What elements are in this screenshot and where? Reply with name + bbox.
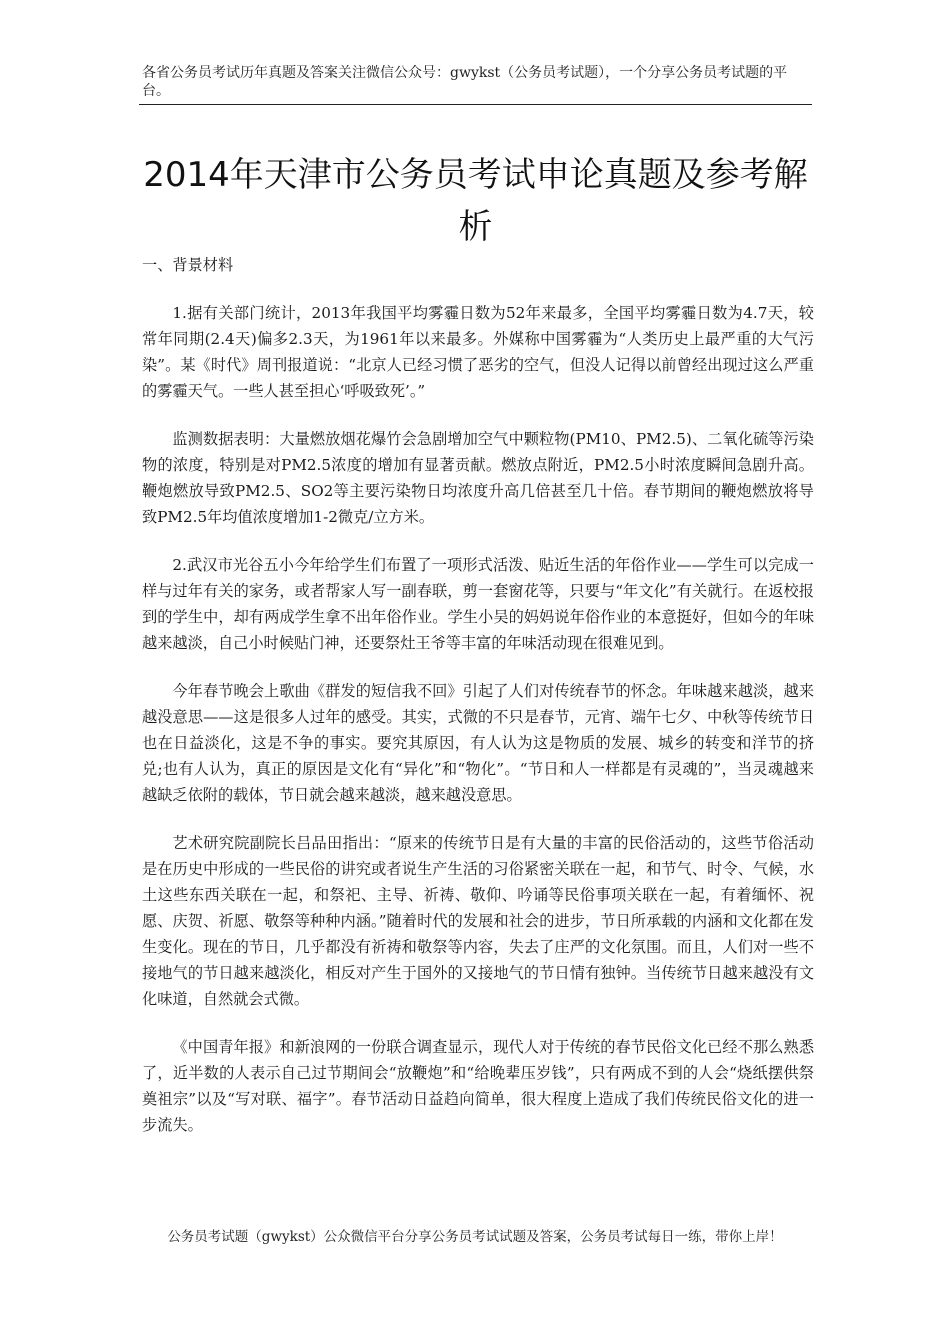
header-divider [139,104,812,105]
paragraph: 1.据有关部门统计，2013年我国平均雾霾日数为52年来最多，全国平均雾霾日数为4.7天，较常年同期(2.4天)偏多2.3天，为1961年以来最多。外媒称中国雾霾为“人类历史上最严重的大气污染”。某《时代》周刊报道说：“北京人已经习惯了恶劣的空气，但没人记得以前曾经出现过这么严重的雾霾天气。一些人甚至担心‘呼吸致死’。” [142,304,814,400]
paragraph: 今年春节晚会上歌曲《群发的短信我不回》引起了人们对传统春节的怀念。年味越来越淡，越来越没意思——这是很多人过年的感受。其实，式微的不只是春节，元宵、端午七夕、中秋等传统节日也在日益淡化，这是不争的事实。要究其原因，有人认为这是物质的发展、城乡的转变和洋节的挤兑;也有人认为，真正的原因是文化有“异化”和“物化”。“节日和人一样都是有灵魂的”，当灵魂越来越缺乏依附的载体，节日就会越来越淡，越来越没意思。 [142,682,814,804]
paragraph: 《中国青年报》和新浪网的一份联合调查显示，现代人对于传统的春节民俗文化已经不那么熟悉了，近半数的人表示自己过节期间会“放鞭炮”和“给晚辈压岁钱”，只有两成不到的人会“烧纸摆供祭奠祖宗”以及“写对联、福字”。春节活动日益趋向简单，很大程度上造成了我们传统民俗文化的进一步流失。 [142,1038,814,1134]
page-footer: 公务员考试题（gwykst）公众微信平台分享公务员考试试题及答案，公务员考试每日一练，带你上岸！ [167,1229,783,1245]
paragraph: 艺术研究院副院长吕品田指出：“原来的传统节日是有大量的丰富的民俗活动的，这些节俗活动是在历史中形成的一些民俗的讲究或者说生产生活的习俗紧密关联在一起，和节气、时令、气候，水土这些东西关联在一起，和祭祀、主导、祈祷、敬仰、吟诵等民俗事项关联在一起，有着缅怀、祝愿、庆贺、祈愿、敬祭等种种内涵。”随着时代的发展和社会的进步，节日所承载的内涵和文化都在发生变化。现在的节日，几乎都没有祈祷和敬祭等内容，失去了庄严的文化氛围。而且，人们对一些不接地气的节日越来越淡化，相反对产生于国外的又接地气的节日情有独钟。当传统节日越来越没有文化味道，自然就会式微。 [142,834,814,1008]
document-title: 2014年天津市公务员考试申论真题及参考解析 [143,154,808,247]
paragraph: 监测数据表明：大量燃放烟花爆竹会急剧增加空气中颗粒物(PM10、PM2.5)、二氧化硫等污染物的浓度，特别是对PM2.5浓度的增加有显著贡献。燃放点附近，PM2.5小时浓度瞬间急剧升高。鞭炮燃放导致PM2.5、SO2等主要污染物日均浓度升高几倍甚至几十倍。春节期间的鞭炮燃放将导致PM2.5年均值浓度增加1-2微克/立方米。 [142,430,814,526]
page-header: 各省公务员考试历年真题及答案关注微信公众号：gwykst（公务员考试题），一个分享公务员考试题的平台。 [142,65,788,99]
document-body [142,252,814,1160]
paragraph: 2.武汉市光谷五小今年给学生们布置了一项形式活泼、贴近生活的年俗作业——学生可以完成一样与过年有关的家务，或者帮家人写一副春联，剪一套窗花等，只要与“年文化”有关就行。在返校报到的学生中，却有两成学生拿不出年俗作业。学生小吴的妈妈说年俗作业的本意挺好，但如今的年味越来越淡，自己小时候贴门神，还要祭灶王爷等丰富的年味活动现在很难见到。 [142,556,814,652]
section-heading: 一、背景材料 [142,256,234,274]
